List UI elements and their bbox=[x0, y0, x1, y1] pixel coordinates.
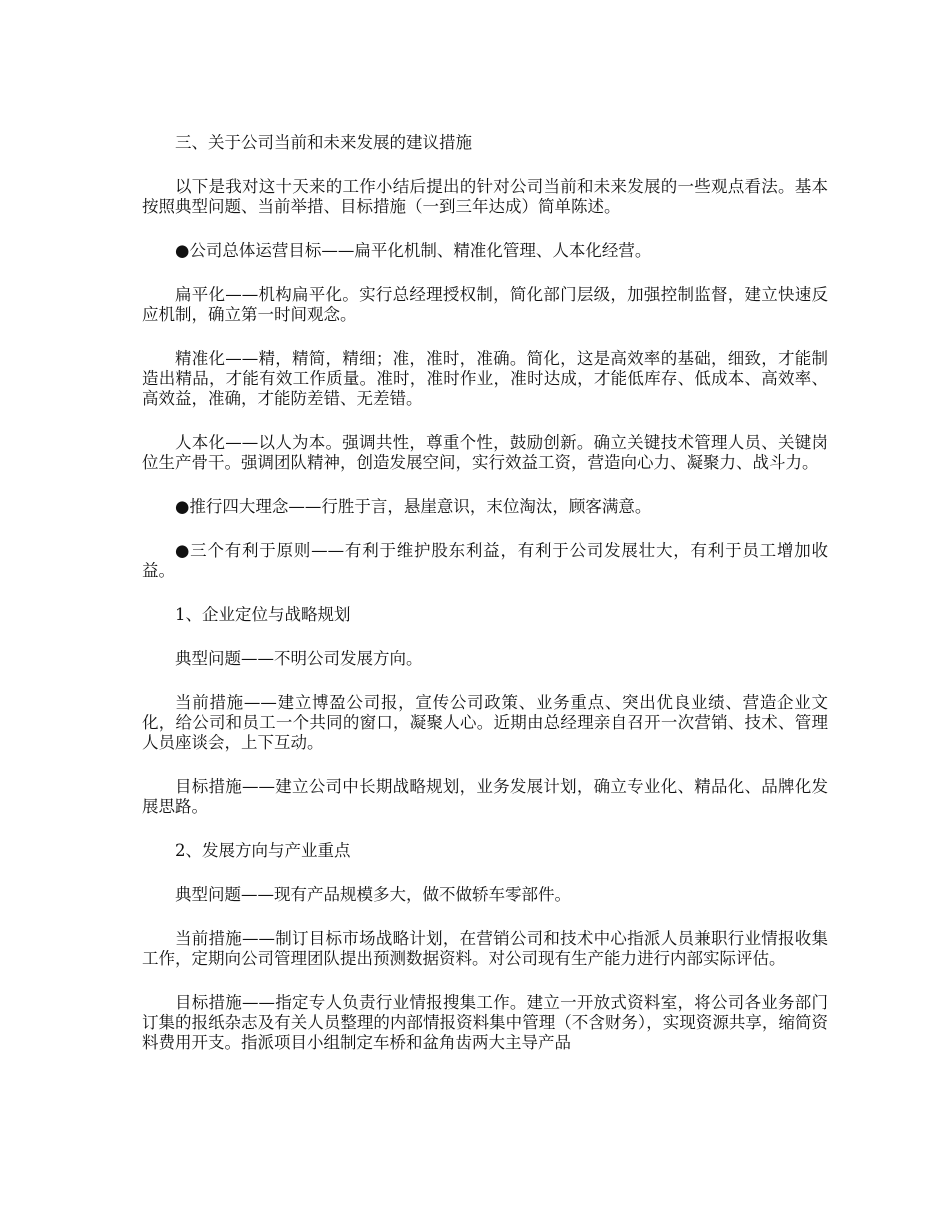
paragraph-precision: 精准化——精，精简，精细；准，准时，准确。简化，这是高效率的基础，细致，才能制造出精品，才能有效工作质量。准时，准时作业，准时达成，才能低库存、低成本、高效率、高效益，准确，才能防差错、无差错。 bbox=[142, 349, 828, 408]
section-heading: 三、关于公司当前和未来发展的建议措施 bbox=[175, 133, 472, 152]
bullet-operating-goal: ●公司总体运营目标——扁平化机制、精准化管理、人本化经营。 bbox=[175, 241, 652, 260]
subsection-heading-1: 1、企业定位与战略规划 bbox=[175, 605, 351, 624]
paragraph-flattening: 扁平化——机构扁平化。实行总经理授权制，简化部门层级，加强控制监督，建立快速反应机制，确立第一时间观念。 bbox=[142, 285, 828, 324]
current-measure-2: 当前措施——制订目标市场战略计划，在营销公司和技术中心指派人员兼职行业情报收集工作，定期向公司管理团队提出预测数据资料。对公司现有生产能力进行内部实际评估。 bbox=[142, 929, 828, 968]
typical-problem-1: 典型问题——不明公司发展方向。 bbox=[175, 649, 423, 668]
current-measure-1: 当前措施——建立博盈公司报，宣传公司政策、业务重点、突出优良业绩、营造企业文化，给公司和员工一个共同的窗口，凝聚人心。近期由总经理亲自召开一次营销、技术、管理人员座谈会，上下互动。 bbox=[142, 693, 828, 752]
target-measure-1: 目标措施——建立公司中长期战略规划，业务发展计划，确立专业化、精品化、品牌化发展思路。 bbox=[142, 777, 828, 816]
bullet-three-principles: ●三个有利于原则——有利于维护股东利益，有利于公司发展壮大，有利于员工增加收益。 bbox=[142, 541, 828, 580]
typical-problem-2: 典型问题——现有产品规模多大，做不做轿车零部件。 bbox=[175, 885, 571, 904]
paragraph-people-oriented: 人本化——以人为本。强调共性，尊重个性，鼓励创新。确立关键技术管理人员、关键岗位生产骨干。强调团队精神，创造发展空间，实行效益工资，营造向心力、凝聚力、战斗力。 bbox=[142, 433, 828, 472]
intro-paragraph: 以下是我对这十天来的工作小结后提出的针对公司当前和未来发展的一些观点看法。基本按照典型问题、当前举措、目标措施（一到三年达成）简单陈述。 bbox=[142, 177, 828, 216]
target-measure-2: 目标措施——指定专人负责行业情报搜集工作。建立一开放式资料室，将公司各业务部门订集的报纸杂志及有关人员整理的内部情报资料集中管理（不含财务），实现资源共享，缩简资料费用开支。指派项目小组制定车桥和盆角齿两大主导产品 bbox=[142, 993, 828, 1052]
subsection-heading-2: 2、发展方向与产业重点 bbox=[175, 841, 351, 860]
document-page bbox=[142, 133, 828, 1077]
bullet-four-concepts: ●推行四大理念——行胜于言，悬崖意识，末位淘汰，顾客满意。 bbox=[175, 497, 652, 516]
